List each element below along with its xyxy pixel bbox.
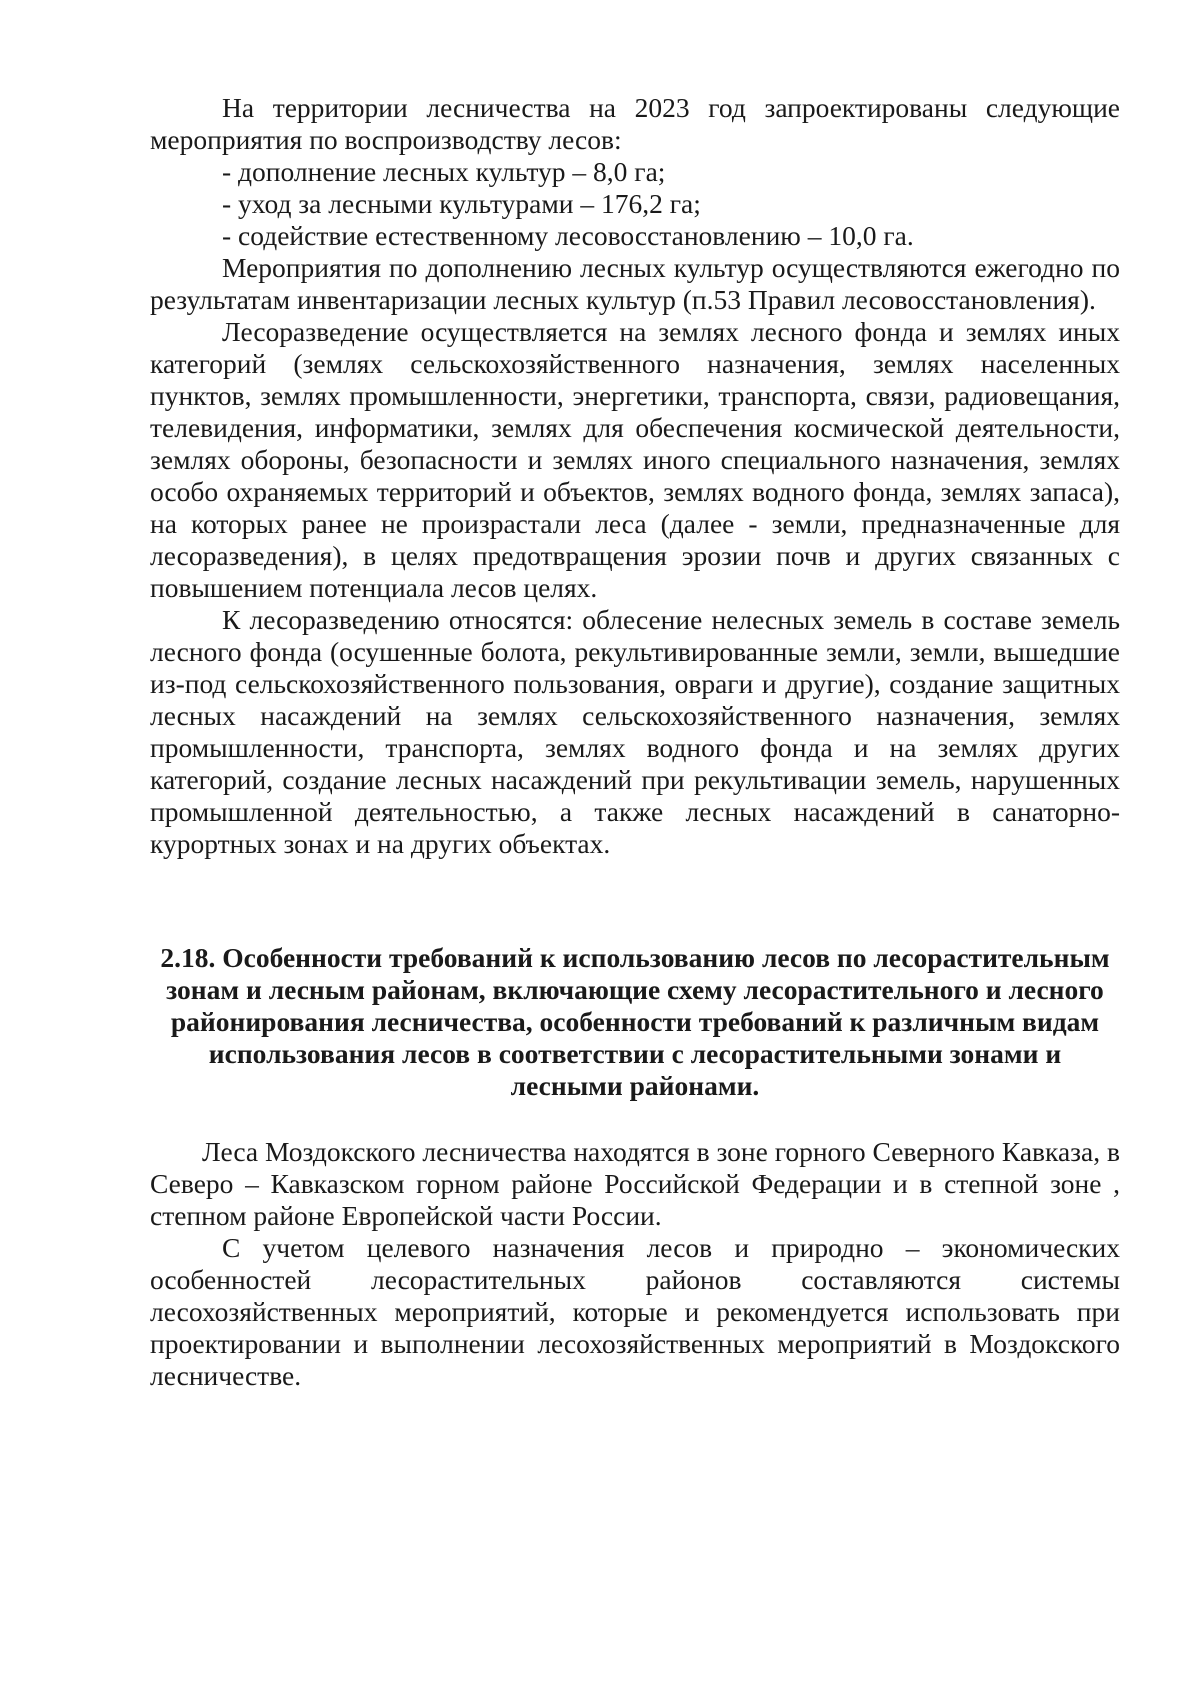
paragraph-forest-measures: С учетом целевого назначения лесов и природно – экономических особенностей лесорастительных районов составляются системы лесохозяйственных мероприятий, которые и рекомендуется использовать при проектировании и выполнении лесохозяйственных мероприятий в Моздокского лесничестве. xyxy=(150,1232,1120,1391)
paragraph-afforestation-types: К лесоразведению относятся: облесение нелесных земель в составе земель лесного фонда (осушенные болота, рекультивированные земли, земли, вышедшие из-под сельскохозяйственного пользования, овраги и другие), создание защитных лесных насаждений на землях сельскохозяйственного назначения, землях промышленности, транспорта, землях водного фонда и на землях других категорий, создание лесных насаждений при рекультивации земель, нарушенных промышленной деятельностью, а также лесных насаждений в санаторно-курортных зонах и на других объектах. xyxy=(150,604,1120,859)
list-item: - содействие естественному лесовосстановлению – 10,0 га. xyxy=(222,220,914,251)
section-heading: 2.18. Особенности требований к использованию лесов по лесорастительным зонам и лесным районам, включающие схему лесорастительного и лесного районирования лесничества, особенности требований к различным видам использования лесов в соответствии с лесорастительными зонами и лесными районами. xyxy=(160,942,1110,1101)
reproduction-intro: На территории лесничества на 2023 год запроектированы следующие мероприятия по воспроизводству лесов: xyxy=(150,92,1120,155)
list-item: - дополнение лесных культур – 8,0 га; xyxy=(222,156,666,187)
list-item: - уход за лесными культурами – 176,2 га; xyxy=(222,188,701,219)
paragraph-forest-zones: Леса Моздокского лесничества находятся в зоне горного Северного Кавказа, в Северо – Кавказском горном районе Российской Федерации и в степной зоне , степном районе Европейской части России. xyxy=(150,1136,1120,1231)
paragraph-afforestation: Лесоразведение осуществляется на землях лесного фонда и землях иных категорий (землях сельскохозяйственного назначения, землях населенных пунктов, землях промышленности, энергетики, транспорта, связи, радиовещания, телевидения, информатики, землях для обеспечения космической деятельности, землях обороны, безопасности и землях иного специального назначения, землях особо охраняемых территорий и объектов, землях водного фонда, землях запаса), на которых ранее не произрастали леса (далее - земли, предназначенные для лесоразведения), в целях предотвращения эрозии почв и других связанных с повышением потенциала лесов целях. xyxy=(150,316,1120,603)
document-page xyxy=(150,92,1120,1392)
paragraph-additions: Мероприятия по дополнению лесных культур осуществляются ежегодно по результатам инвентаризации лесных культур (п.53 Правил лесовосстановления). xyxy=(150,252,1120,315)
reproduction-list xyxy=(150,156,1120,252)
